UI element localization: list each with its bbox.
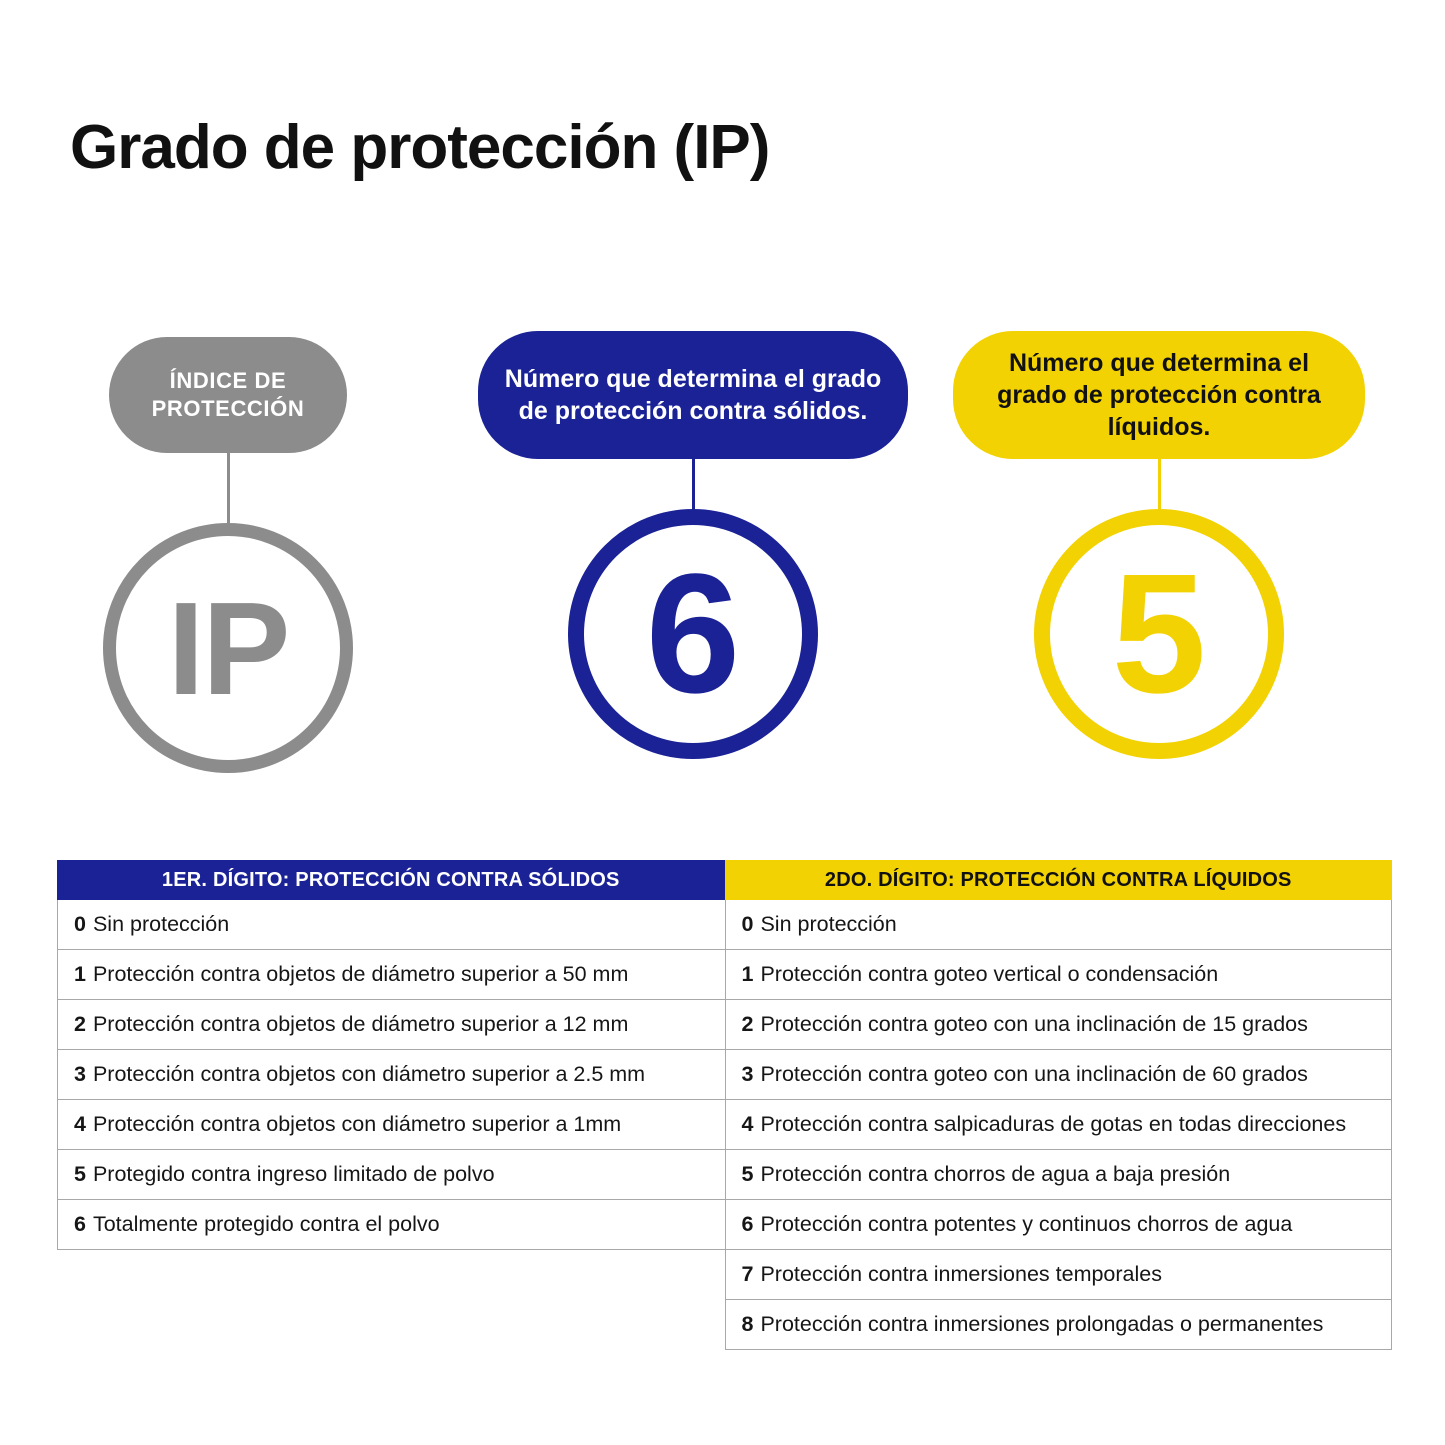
table-row <box>57 1200 725 1250</box>
row-digit: 2 <box>741 1012 754 1036</box>
table-header-liquids: 2DO. DÍGITO: PROTECCIÓN CONTRA LÍQUIDOS <box>725 860 1393 900</box>
row-digit: 2 <box>74 1012 86 1036</box>
row-digit: 4 <box>741 1112 754 1136</box>
table-row <box>57 900 725 950</box>
row-digit: 0 <box>74 912 86 936</box>
table-row <box>725 1300 1393 1350</box>
row-text: Protección contra objetos con diámetro superior a 1mm <box>92 1112 622 1136</box>
table-column-liquids <box>725 860 1393 1350</box>
ip-index-label: ÍNDICE DE PROTECCIÓN <box>109 337 347 453</box>
page-title: Grado de protección (IP) <box>70 113 770 182</box>
row-text: Protección contra chorros de agua a baja presión <box>760 1162 1231 1186</box>
liquids-digit-connector <box>1158 459 1161 509</box>
row-text: Protección contra objetos de diámetro superior a 50 mm <box>92 962 629 986</box>
table-row <box>725 1000 1393 1050</box>
row-digit: 3 <box>741 1062 754 1086</box>
row-text: Sin protección <box>92 912 230 936</box>
diagram-node-ip-index <box>103 337 353 773</box>
table-column-solids <box>57 860 725 1350</box>
row-digit: 6 <box>74 1212 86 1236</box>
solids-digit-symbol: 6 <box>568 509 818 759</box>
table-row <box>57 1150 725 1200</box>
table-row <box>725 900 1393 950</box>
table-row-spacer <box>57 1250 725 1300</box>
ip-index-connector <box>227 453 230 523</box>
row-digit: 0 <box>741 912 754 936</box>
row-text: Protección contra goteo vertical o condensación <box>760 962 1219 986</box>
row-digit: 4 <box>74 1112 86 1136</box>
row-text: Protección contra inmersiones temporales <box>760 1262 1162 1286</box>
table-row <box>57 1100 725 1150</box>
row-digit: 3 <box>74 1062 86 1086</box>
row-text: Protección contra goteo con una inclinación de 60 grados <box>760 1062 1308 1086</box>
table-row <box>725 950 1393 1000</box>
table-row <box>57 950 725 1000</box>
row-digit: 5 <box>74 1162 86 1186</box>
row-digit: 1 <box>74 962 86 986</box>
row-text: Protección contra inmersiones prolongadas o permanentes <box>760 1312 1324 1336</box>
table-row <box>57 1000 725 1050</box>
row-text: Protección contra objetos con diámetro superior a 2.5 mm <box>92 1062 646 1086</box>
table-row <box>725 1250 1393 1300</box>
row-digit: 8 <box>741 1312 754 1336</box>
solids-digit-connector <box>692 459 695 509</box>
table-row <box>725 1100 1393 1150</box>
diagram-node-solids <box>478 331 908 759</box>
row-text: Totalmente protegido contra el polvo <box>92 1212 440 1236</box>
row-text: Protección contra objetos de diámetro superior a 12 mm <box>92 1012 629 1036</box>
table-row <box>57 1050 725 1100</box>
table-row <box>725 1050 1393 1100</box>
row-digit: 1 <box>741 962 754 986</box>
ip-diagram <box>0 325 1445 835</box>
row-text: Protegido contra ingreso limitado de polvo <box>92 1162 495 1186</box>
liquids-digit-label: Número que determina el grado de protección contra líquidos. <box>953 331 1365 459</box>
row-text: Protección contra salpicaduras de gotas en todas direcciones <box>760 1112 1347 1136</box>
table-header-solids: 1ER. DÍGITO: PROTECCIÓN CONTRA SÓLIDOS <box>57 860 725 900</box>
ip-ratings-table <box>57 860 1392 1350</box>
row-text: Protección contra potentes y continuos chorros de agua <box>760 1212 1293 1236</box>
solids-digit-label: Número que determina el grado de protección contra sólidos. <box>478 331 908 459</box>
liquids-digit-symbol: 5 <box>1034 509 1284 759</box>
table-row <box>725 1200 1393 1250</box>
row-text: Sin protección <box>760 912 897 936</box>
row-digit: 6 <box>741 1212 754 1236</box>
table-row <box>725 1150 1393 1200</box>
table-row-spacer <box>57 1300 725 1350</box>
row-digit: 5 <box>741 1162 754 1186</box>
diagram-node-liquids <box>953 331 1365 759</box>
row-text: Protección contra goteo con una inclinación de 15 grados <box>760 1012 1308 1036</box>
row-digit: 7 <box>741 1262 754 1286</box>
ip-index-symbol: IP <box>103 523 353 773</box>
